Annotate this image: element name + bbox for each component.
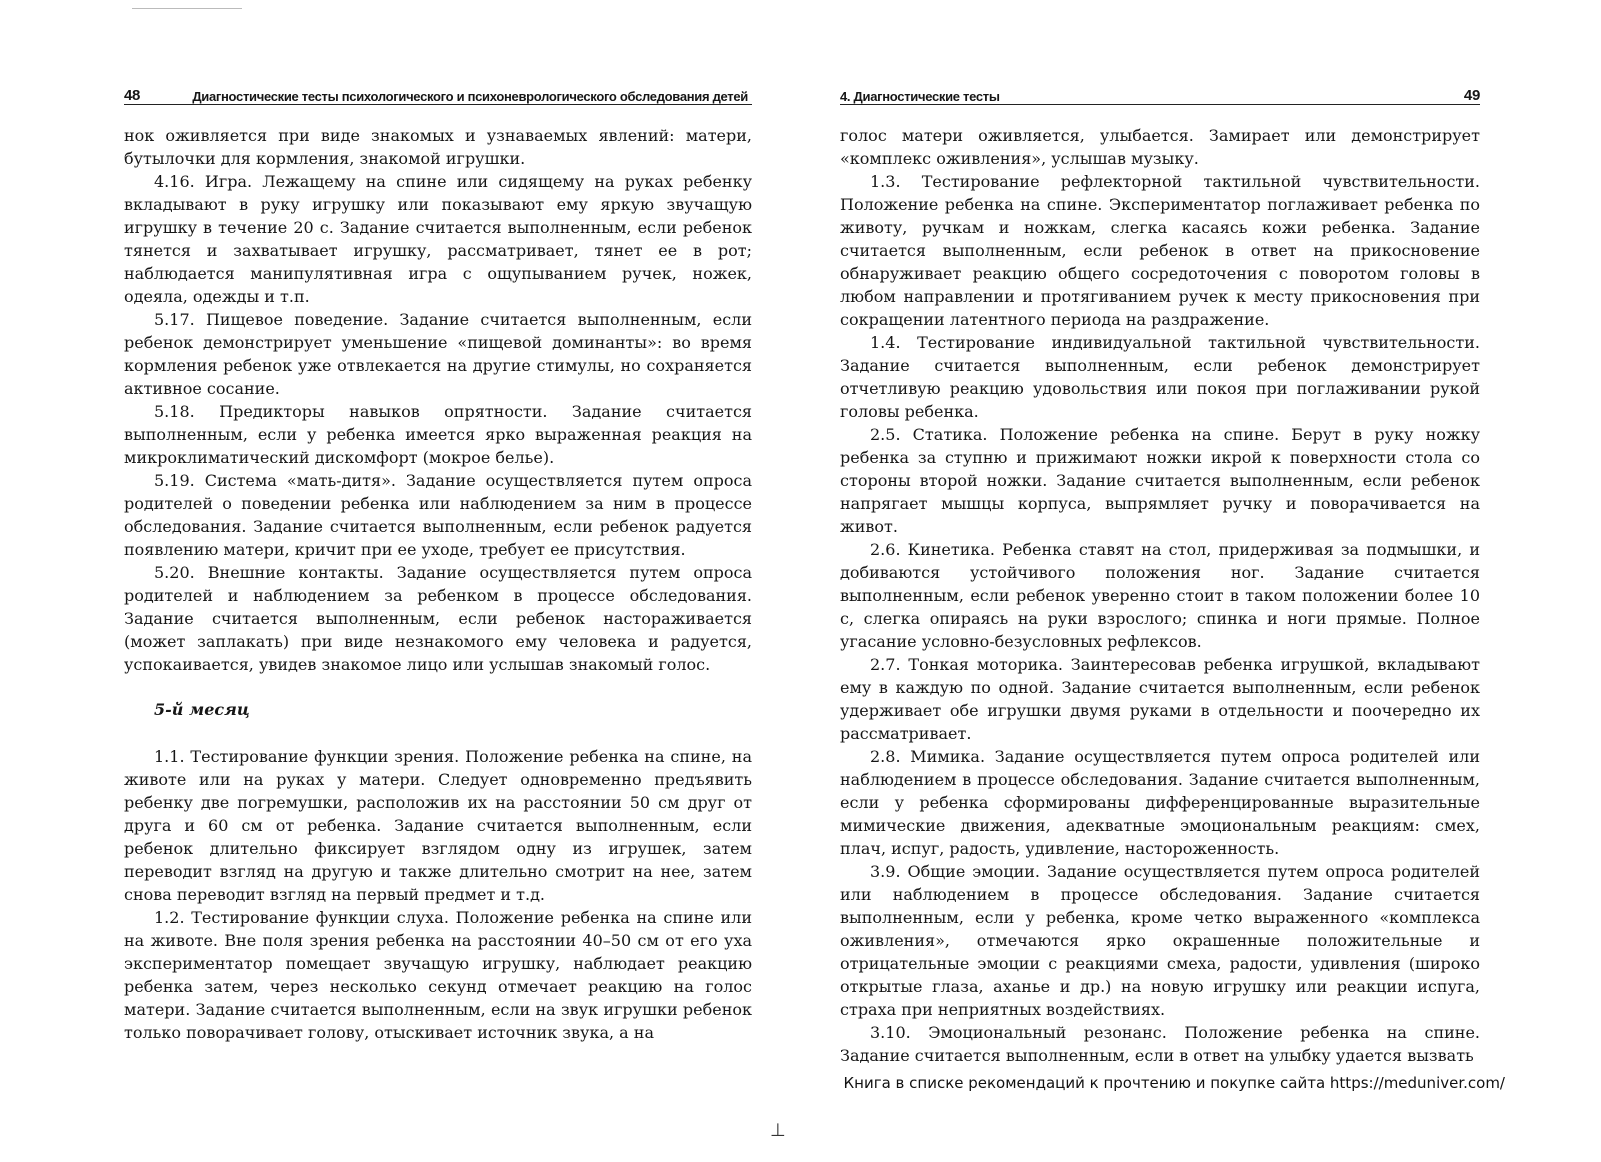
right-page-header [840, 84, 1480, 105]
watermark-note: Книга в списке рекомендаций к прочтению и покупке сайта https://meduniver.com/ [843, 1074, 1505, 1092]
paragraph: 4.16. Игра. Лежащему на спине или сидящему на руках ребенку вкладывают в руку игрушку или показывают ему яркую звучащую игрушку в течение 20 с. Задание считается выполненным, если ребенок тянется и захватывает игрушку, рассматривает, тянет ее в рот; наблюдается манипулятивная игра с ощупыванием ручек, ножек, одеяла, одежды и т.п. [124, 172, 752, 306]
paragraph: 5.18. Предикторы навыков опрятности. Задание считается выполненным, если у ребенка имеется ярко выраженная реакция на микроклиматический дискомфорт (мокрое белье). [124, 402, 752, 467]
right-page [800, 0, 1601, 1162]
paragraph: 3.9. Общие эмоции. Задание осуществляется путем опроса родителей или наблюдением в процессе обследования. Задание считается выполненным, если у ребенка, кроме четко выраженного «комплекса оживления», отмечаются ярко окрашенные положительные и отрицательные эмоции с реакциями смеха, радости, удивления (широко открытые глаза, аханье и др.) на новую игрушку или реакции испуга, страха при неприятных воздействиях. [840, 862, 1480, 1019]
section-heading: 5-й месяц [154, 700, 250, 719]
paragraph: 5.17. Пищевое поведение. Задание считается выполненным, если ребенок демонстрирует уменьшение «пищевой доминанты»: во время кормления ребенок уже отвлекается на другие стимулы, но сохраняется активное сосание. [124, 310, 752, 398]
running-title: Диагностические тесты психологического и психоневрологического обследования детей [192, 89, 748, 104]
page-number: 48 [124, 87, 141, 104]
left-page-header [124, 84, 752, 105]
paragraph: 5.20. Внешние контакты. Задание осуществляется путем опроса родителей и наблюдением за ребенком в процессе обследования. Задание считается выполненным, если ребенок настораживается (может заплакать) при виде незнакомого ему человека и радуется, успокаивается, увидев знакомое лицо или услышав знакомый голос. [124, 563, 752, 674]
paragraph: 1.3. Тестирование рефлекторной тактильной чувствительности. Положение ребенка на спине. Экспериментатор поглаживает ребенка по животу, ручкам и ножкам, слегка касаясь кожи ребенка. Задание считается выполненным, если ребенок в ответ на прикосновение обнаруживает реакцию общего сосредоточения с поворотом головы в любом направлении и протягиванием ручек к месту прикосновения при сокращении латентного периода на раздражение. [840, 172, 1480, 329]
gutter-mark-icon: ⊥ [770, 1120, 786, 1141]
paragraph: нок оживляется при виде знакомых и узнаваемых явлений: матери, бутылочки для кормления, знакомой игрушки. [124, 126, 752, 168]
paragraph: 2.7. Тонкая моторика. Заинтересовав ребенка игрушкой, вкладывают ему в каждую по одной. Задание считается выполненным, если ребенок удерживает обе игрушки двумя руками в отдельности и поочередно их рассматривает. [840, 655, 1480, 743]
paragraph: 1.1. Тестирование функции зрения. Положение ребенка на спине, на животе или на руках у матери. Следует одновременно предъявить ребенку две погремушки, расположив их на расстоянии 50 см друг от друга и 60 см от ребенка. Задание считается выполненным, если ребенок длительно фиксирует взглядом одну из игрушек, затем переводит взгляд на другую и также длительно смотрит на нее, затем снова переводит взгляд на первый предмет и т.д. [124, 747, 752, 904]
paragraph: голос матери оживляется, улыбается. Замирает или демонстрирует «комплекс оживления», услышав музыку. [840, 126, 1480, 168]
left-page-body [124, 124, 752, 1044]
left-page [0, 0, 800, 1162]
paragraph: 1.2. Тестирование функции слуха. Положение ребенка на спине или на животе. Вне поля зрения ребенка на расстоянии 40–50 см от его уха экспериментатор помещает звучащую игрушку, наблюдает реакцию ребенка затем, через несколько секунд отмечает реакцию на голос матери. Задание считается выполненным, если на звук игрушки ребенок только поворачивает голову, отыскивает источник звука, а на [124, 908, 752, 1042]
paragraph: 5.19. Система «мать-дитя». Задание осуществляется путем опроса родителей о поведении ребенка или наблюдением за ним в процессе обследования. Задание считается выполненным, если ребенок радуется появлению матери, кричит при ее уходе, требует ее присутствия. [124, 471, 752, 559]
paragraph: 2.8. Мимика. Задание осуществляется путем опроса родителей или наблюдением в процессе обследования. Задание считается выполненным, если у ребенка сформированы дифференцированные выразительные мимические движения, адекватные эмоциональным реакциям: смех, плач, испуг, радость, удивление, настороженность. [840, 747, 1480, 858]
paragraph: 2.6. Кинетика. Ребенка ставят на стол, придерживая за подмышки, и добиваются устойчивого положения ног. Задание считается выполненным, если ребенок уверенно стоит в таком положении более 10 с, слегка опираясь на руки взрослого; спинка и ноги прямые. Полное угасание условно-безусловных рефлексов. [840, 540, 1480, 651]
page-number: 49 [1463, 87, 1480, 104]
running-title: 4. Диагностические тесты [840, 89, 1000, 104]
paragraph: 1.4. Тестирование индивидуальной тактильной чувствительности. Задание считается выполненным, если ребенок демонстрирует отчетливую реакцию удовольствия или покоя при поглаживании рукой головы ребенка. [840, 333, 1480, 421]
paragraph: 2.5. Статика. Положение ребенка на спине. Берут в руку ножку ребенка за ступню и прижимают ножки икрой к поверхности стола со стороны второй ножки. Задание считается выполненным, если ребенок напрягает мышцы корпуса, выпрямляет ручку и поворачивается на живот. [840, 425, 1480, 536]
paragraph: 3.10. Эмоциональный резонанс. Положение ребенка на спине. Задание считается выполненным, если в ответ на улыбку удается вызвать [840, 1023, 1480, 1065]
right-page-body [840, 124, 1480, 1067]
